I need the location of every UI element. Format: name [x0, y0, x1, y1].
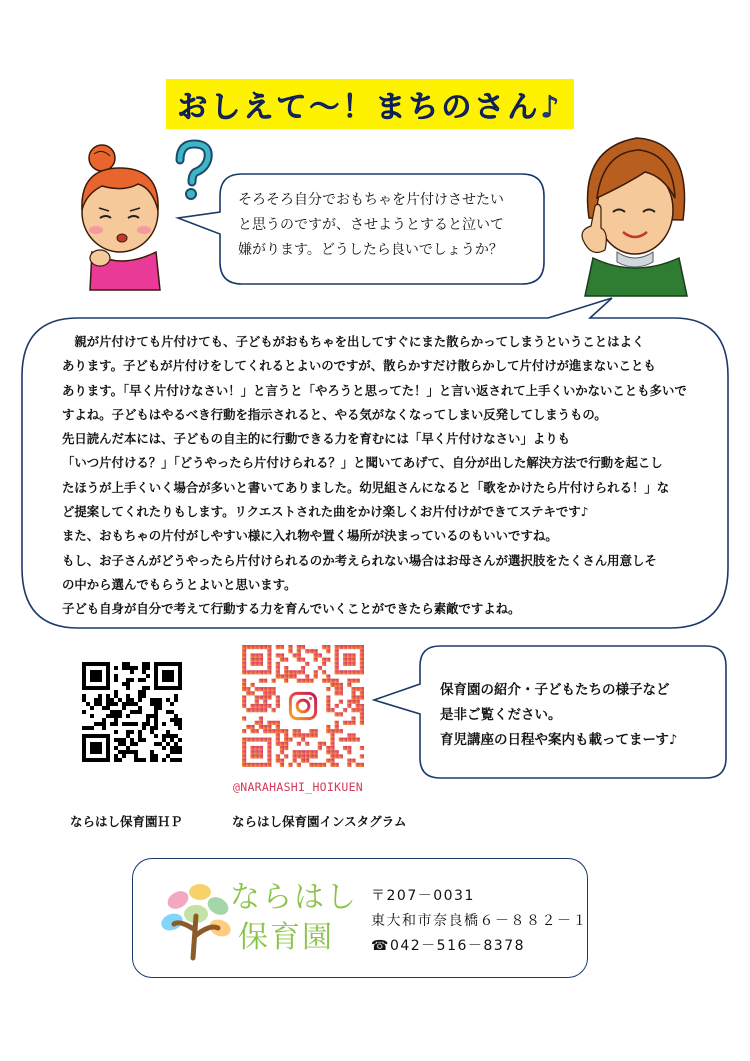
caption-hp: ならはし保育園ＨＰ: [70, 814, 183, 829]
answer-line: たほうが上手くいく場合が多いと書いてありました。幼児組さんになると「歌をかけたら片付けられる！」な: [62, 479, 670, 495]
instagram-line: 育児講座の日程や案内も載ってまーす♪: [440, 732, 678, 748]
instagram-line: 是非ご覧ください。: [440, 707, 562, 723]
answer-line: ど提案してくれたりもします。リクエストされた曲をかけ楽しくお片付けができてステキです♪: [62, 504, 589, 520]
question-text: [238, 188, 538, 263]
logo-line: ならはし: [230, 880, 358, 915]
question-line: 嫌がります。どうしたら良いでしょうか？: [238, 242, 503, 258]
instagram-qr-code[interactable]: [242, 645, 364, 767]
question-line: と思うのですが、させようとすると泣いて: [238, 217, 504, 233]
instagram-handle[interactable]: @NARAHASHI_HOIKUEN: [233, 780, 364, 794]
answer-line: の中から選んでもらうとよいと思います。: [62, 576, 297, 592]
contact-info: [371, 884, 588, 959]
answer-line: あります。「早く片付けなさい！」と言うと「やろうと思ってた！」と言い返されて上手くいかないことも多いで: [62, 382, 687, 398]
question-line: そろそろ自分でおもちゃを片付けさせたい: [238, 192, 504, 208]
answer-line: もし、お子さんがどうやったら片付けられるのか考えられない場合はお母さんが選択肢をたくさん用意しそ: [62, 552, 657, 568]
answer-text: [62, 330, 702, 622]
answer-line: 子ども自身が自分で考えて行動する力を育んでいくことができたら素敵ですよね。: [62, 601, 521, 617]
answer-line: すよね。子どもはやるべき行動を指示されると、やる気がなくなってしまい反発してしまうもの。: [62, 406, 607, 422]
title-banner: [166, 79, 574, 129]
instagram-text: [440, 678, 720, 753]
caption-instagram: ならはし保育園インスタグラム: [232, 814, 407, 829]
teacher-illustration: [575, 128, 695, 298]
answer-line: あります。子どもが片付けをしてくれるとよいのですが、散らかすだけ散らかして片付けが進まないことも: [62, 358, 656, 374]
address: 東大和市奈良橋６－８８２－１: [371, 913, 588, 929]
answer-line: 先日読んだ本には、子どもの自主的に行動できる力を育むには「早く片付けなさい」よりも: [62, 431, 571, 447]
tree-logo-icon: [160, 880, 232, 960]
answer-line: 親が片付けても片付けても、子どもがおもちゃを出してすぐにまた散らかってしまうということはよく: [62, 334, 645, 349]
phone-number[interactable]: ☎042－516－8378: [371, 938, 526, 954]
instagram-line: 保育園の紹介・子どもたちの様子など: [440, 682, 670, 698]
answer-line: また、おもちゃの片付がしやすい様に入れ物や置く場所が決まっているのもいいですね。: [62, 528, 558, 544]
logo-line: 保育園: [238, 920, 334, 955]
qr-code-icon[interactable]: [82, 662, 182, 762]
page-title: おしえて～！まちのさん♪: [177, 90, 563, 125]
postal-code: 〒207－0031: [371, 888, 475, 904]
logo-text: [230, 878, 360, 958]
answer-line: 「いつ片付ける？」「どうやったら片付けられる？」と聞いてあげて、自分が出した解決方法で行動を起こし: [62, 455, 663, 471]
mother-illustration: [72, 140, 172, 300]
